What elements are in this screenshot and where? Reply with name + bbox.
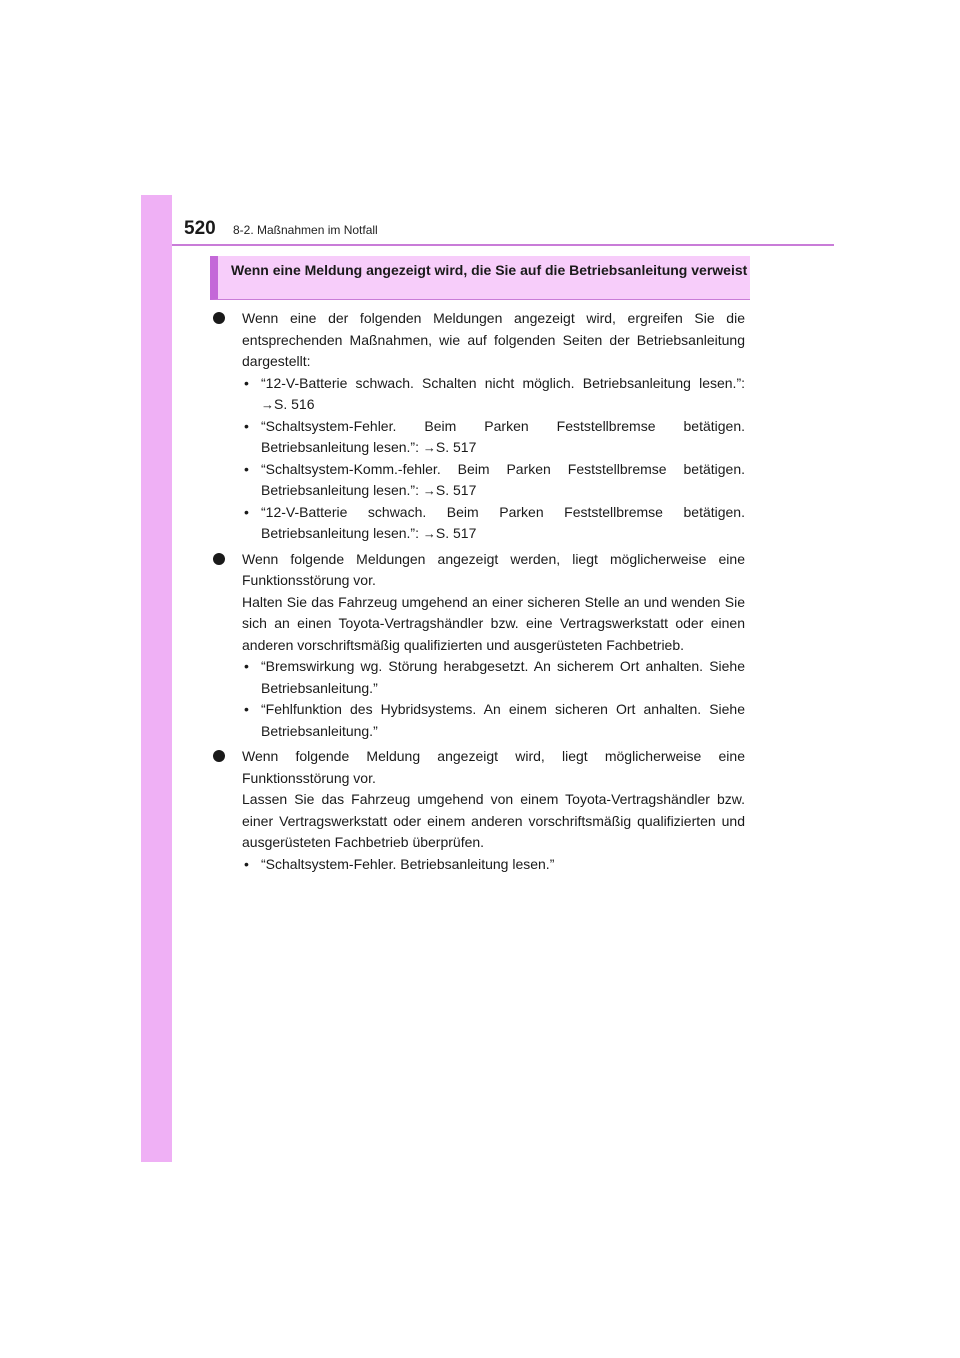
message-list [242, 854, 745, 876]
arrow-right-icon: → [422, 440, 436, 455]
page-reference: S. 517 [435, 525, 477, 541]
bullet-3 [213, 746, 745, 875]
bullet-dot-icon [213, 553, 225, 565]
bullet-paragraph: Lassen Sie das Fahrzeug umgehend von einem Toyota-Vertragshändler bzw. einer Vertragswerkstatt oder einem anderen vorschriftsmäßig qualifizierten und ausgerüsteten Fachbetrieb überprüfen. [242, 791, 745, 850]
content-area [213, 308, 745, 879]
header-rule [172, 244, 834, 246]
list-item [242, 373, 745, 416]
bullet-paragraph: Halten Sie das Fahrzeug umgehend an einer sicheren Stelle an und wenden Sie sich an einen Toyota-Vertragshändler bzw. eine Vertragswerkstatt oder einen anderen vorschriftsmäßig qualifizierten und ausgerüsteten Fachbetrieb. [242, 593, 745, 653]
message-text: “Fehlfunktion des Hybridsystems. An einem sicheren Ort anhalten. Siehe Betriebsanleitung.” [261, 701, 745, 739]
bullet-mark-icon: • [244, 855, 249, 872]
message-text: “12-V-Batterie schwach. Schalten nicht möglich. Betriebsanleitung lesen.”: [261, 374, 745, 391]
list-item [242, 854, 745, 876]
chapter-tab-band [141, 195, 172, 1162]
message-text: “Schaltsystem-Komm.-fehler. Beim Parken Feststellbremse betätigen. Betriebsanleitung lesen.”: [261, 460, 745, 498]
page-reference: S. 517 [435, 439, 477, 455]
list-item [242, 459, 745, 502]
bullet-dot-icon [213, 750, 225, 762]
bullet-2 [213, 549, 745, 743]
bullet-mark-icon: • [244, 374, 249, 391]
bullet-paragraph: Wenn folgende Meldungen angezeigt werden, liegt möglicherweise eine Funktionsstörung vor. [242, 550, 745, 588]
list-item [242, 699, 745, 742]
arrow-right-icon: → [422, 526, 436, 541]
bullet-dot-icon [213, 312, 225, 324]
arrow-right-icon: → [261, 397, 274, 412]
bullet-mark-icon: • [244, 658, 249, 674]
message-list [242, 656, 745, 742]
section-title-box [210, 256, 750, 300]
bullet-mark-icon: • [244, 417, 249, 434]
message-text: “Schaltsystem-Fehler. Betriebsanleitung lesen.” [261, 855, 555, 872]
arrow-right-icon: → [422, 483, 436, 498]
message-text: “Schaltsystem-Fehler. Beim Parken Feststellbremse betätigen. Betriebsanleitung lesen.”: [261, 417, 745, 455]
bullet-mark-icon: • [244, 503, 249, 520]
list-item [242, 416, 745, 459]
breadcrumb: 8-2. Maßnahmen im Notfall [233, 223, 378, 237]
message-text: “12-V-Batterie schwach. Beim Parken Feststellbremse betätigen. Betriebsanleitung lesen.”: [261, 503, 745, 541]
message-text: “Bremswirkung wg. Störung herabgesetzt. An sicherem Ort anhalten. Siehe Betriebsanleitung.” [261, 658, 745, 696]
page-number: 520 [184, 218, 216, 239]
list-item [242, 656, 745, 699]
message-list [242, 373, 745, 545]
page-reference: S. 517 [435, 482, 477, 498]
section-title: Wenn eine Meldung angezeigt wird, die Sie auf die Betriebsanleitung verweist [231, 262, 748, 278]
bullet-mark-icon: • [244, 701, 249, 717]
bullet-1 [213, 308, 745, 545]
page-reference: S. 516 [274, 396, 315, 412]
bullet-paragraph: Wenn eine der folgenden Meldungen angezeigt wird, ergreifen Sie die entsprechenden Maßnahmen, wie auf folgenden Seiten der Betriebsanleitung dargestellt: [242, 310, 745, 369]
bullet-paragraph: Wenn folgende Meldung angezeigt wird, liegt möglicherweise eine Funktionsstörung vor. [242, 748, 745, 786]
list-item [242, 502, 745, 545]
bullet-mark-icon: • [244, 460, 249, 477]
